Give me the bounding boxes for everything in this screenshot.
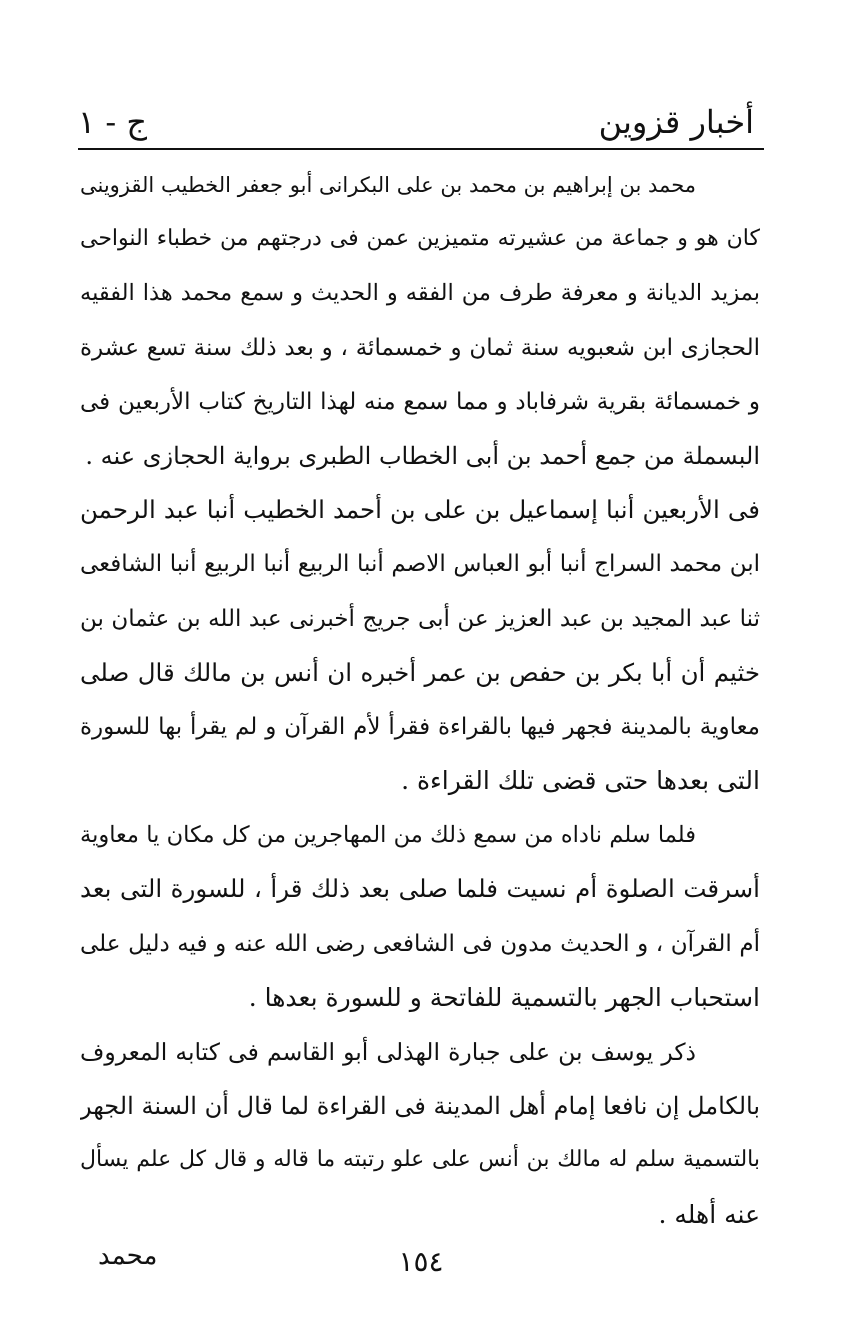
text-line: معاوية بالمدينة فجهر فيها بالقراءة فقرأ لأم القرآن و لم يقرأ بها للسورة: [80, 713, 760, 740]
body-text: [80, 158, 760, 1242]
text-line: ثنا عبد المجيد بن عبد العزيز عن أبى جريج أخبرنى عبد الله بن عثمان بن: [80, 605, 760, 632]
text-line: و خمسمائة بقرية شرفاباد و مما سمع منه لهذا التاريخ كتاب الأربعين فى: [80, 388, 760, 415]
text-line: أسرقت الصلوة أم نسيت فلما صلى بعد ذلك قرأ ، للسورة التى بعد: [80, 874, 760, 904]
header-volume: ج - ١: [78, 103, 147, 141]
text-line: أم القرآن ، و الحديث مدون فى الشافعى رضى الله عنه و فيه دليل على: [80, 930, 760, 957]
text-line: استحباب الجهر بالتسمية للفاتحة و للسورة بعدها .: [248, 982, 760, 1012]
text-line: كان هو و جماعة من عشيرته متميزين عمن فى درجتهم من خطباء النواحى: [80, 226, 760, 252]
text-line: الحجازى ابن شعبويه سنة ثمان و خمسمائة ، و بعد ذلك سنة تسع عشرة: [80, 334, 760, 361]
text-line: البسملة من جمع أحمد بن أبى الخطاب الطبرى برواية الحجازى عنه .: [85, 441, 760, 470]
page-number: ١٥٤: [398, 1245, 444, 1278]
catchword: محمد: [98, 1241, 158, 1271]
running-header: [78, 98, 754, 146]
text-line: فى الأربعين أنبا إسماعيل بن على بن أحمد الخطيب أنبا عبد الرحمن: [80, 495, 760, 525]
page-footer: [78, 1242, 764, 1282]
text-line: فلما سلم ناداه من سمع ذلك من المهاجرين من كل مكان يا معاوية: [80, 822, 696, 849]
text-line: بمزيد الديانة و معرفة طرف من الفقه و الحديث و سمع محمد هذا الفقيه: [80, 280, 760, 307]
text-line: التى بعدها حتى قضى تلك القراءة .: [401, 766, 760, 796]
header-title: أخبار قزوين: [598, 103, 754, 141]
text-line: بالتسمية سلم له مالك بن أنس على علو رتبته ما قاله و قال كل علم يسأل: [80, 1147, 760, 1173]
text-line: بالكامل إن نافعا إمام أهل المدينة فى القراءة لما قال أن السنة الجهر: [80, 1092, 760, 1121]
text-line: عنه أهله .: [658, 1199, 760, 1229]
header-rule: [78, 148, 764, 150]
text-line: محمد بن إبراهيم بن محمد بن على البكرانى أبو جعفر الخطيب القزوينى: [80, 173, 696, 197]
text-line: ابن محمد السراج أنبا أبو العباس الاصم أنبا الربيع أنبا الربيع أنبا الشافعى: [80, 551, 760, 578]
text-line: ذكر يوسف بن على جبارة الهذلى أبو القاسم فى كتابه المعروف: [80, 1038, 696, 1066]
text-line: خثيم أن أبا بكر بن حفص بن عمر أخبره ان أنس بن مالك قال صلى: [80, 657, 760, 687]
